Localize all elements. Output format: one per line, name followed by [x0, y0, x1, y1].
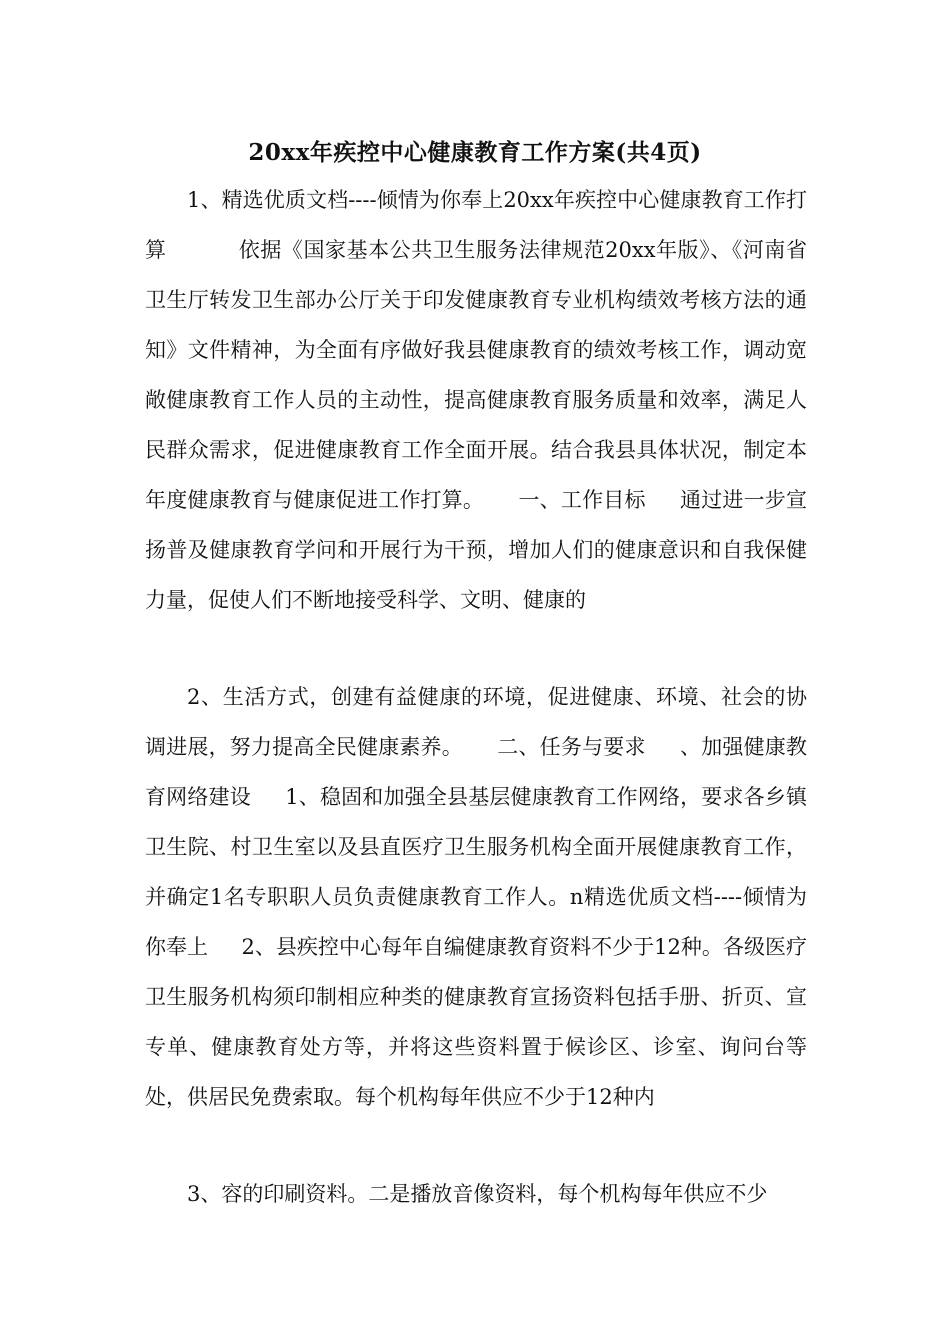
document-title: 20xx年疾控中心健康教育工作方案(共4页): [248, 139, 702, 166]
paragraph-3: 3、容的印刷资料。二是播放音像资料，每个机构每年供应不少: [187, 1182, 768, 1206]
paragraph-1: 1、精选优质文档----倾情为你奉上20xx年疾控中心健康教育工作打算 依据《国家基本公共卫生服务法律规范20xx年版》、《河南省卫生厅转发卫生部办公厅关于印发健康教育专业机构绩效考核方法的通知》文件精神，为全面有序做好我县健康教育的绩效考核工作，调动宽敞健康教育工作人员的主动性，提高健康教育服务质量和效率，满足人民群众需求，促进健康教育工作全面开展。结合我县具体状况，制定本年度健康教育与健康促进工作打算。 一、工作目标 通过进一步宣扬普及健康教育学问和开展行为干预，增加人们的健康意识和自我保健力量，促使人们不断地接受科学、文明、健康的: [145, 188, 807, 612]
paragraph-2: 2、生活方式，创建有益健康的环境，促进健康、环境、社会的协调进展，努力提高全民健康素养。 二、任务与要求 、加强健康教育网络建设 1、稳固和加强全县基层健康教育工作网络，要求各乡镇卫生院、村卫生室以及县直医疗卫生服务机构全面开展健康教育工作，并确定1名专职职人员负责健康教育工作人。n精选优质文档----倾情为你奉上 2、县疾控中心每年自编健康教育资料不少于12种。各级医疗卫生服务机构须印制相应种类的健康教育宣扬资料包括手册、折页、宣专单、健康教育处方等，并将这些资料置于候诊区、诊室、询问台等处，供居民免费索取。每个机构每年供应不少于12种内: [145, 685, 807, 1109]
